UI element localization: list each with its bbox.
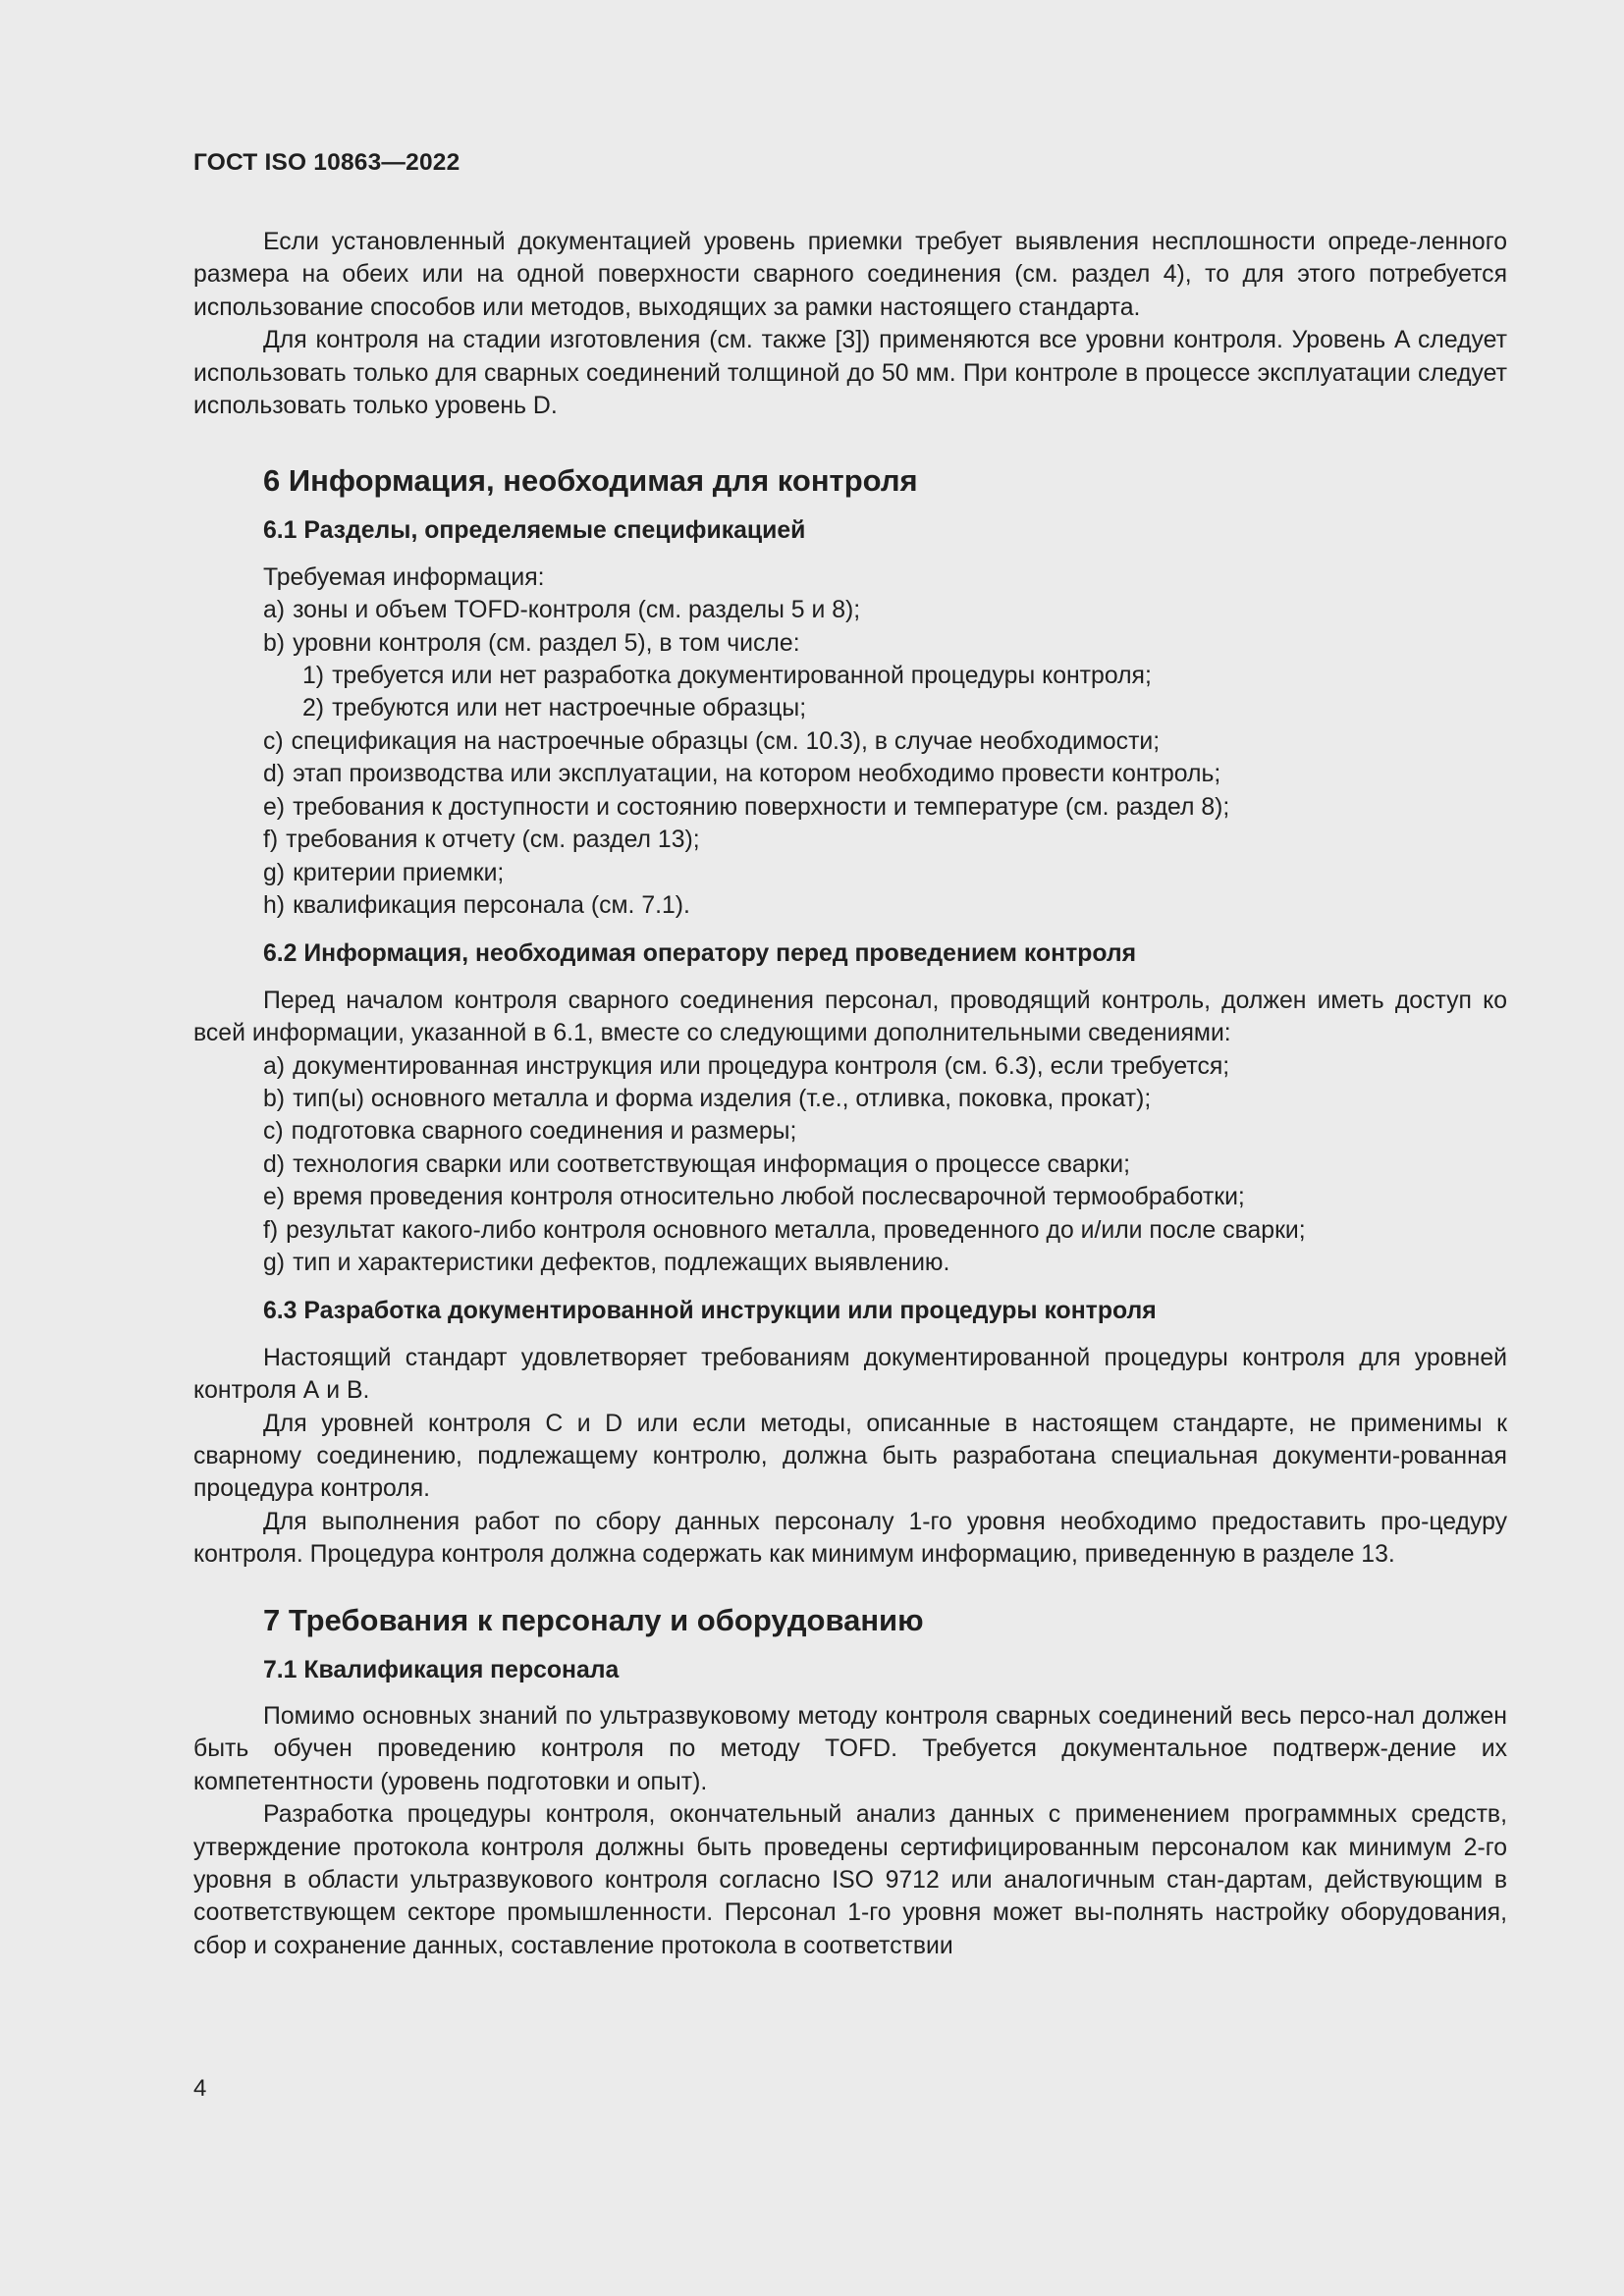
paragraph: Разработка процедуры контроля, окончательный анализ данных с применением программных средств, утверждение протокола контроля должны быть проведены сертифицированным персоналом как минимум 2-го уровня в области ультразвукового контроля согласно ISO 9712 или аналогичным стан-дартам, действующим в соответствующем секторе промышленности. Персонал 1-го уровня может вы-полнять настройку оборудования, сбор и сохранение данных, составление протокола в соответствии	[193, 1801, 1507, 1959]
list-item	[263, 791, 1507, 824]
document-header: ГОСТ ISO 10863—2022	[193, 149, 460, 176]
section-6-3-heading: 6.3 Разработка документированной инструкции или процедуры контроля	[263, 1298, 1157, 1325]
sublist	[263, 660, 1507, 725]
list-marker: g)	[263, 859, 286, 886]
list-item	[263, 889, 1507, 922]
paragraph: Для контроля на стадии изготовления (см. также [3]) применяются все уровни контроля. Уровень A следует использовать только для сварных соединений толщиной до 50 мм. При контроле в процессе эксплуатации следует использовать только уровень D.	[193, 327, 1507, 420]
paragraph: Перед началом контроля сварного соединения персонал, проводящий контроль, должен иметь доступ ко всей информации, указанной в 6.1, вместе со следующими дополнительными сведениями:	[193, 987, 1507, 1047]
paragraph: Для выполнения работ по сбору данных персоналу 1-го уровня необходимо предоставить про-цедуру контроля. Процедура контроля должна содержать как минимум информацию, приведенную в разделе 13.	[193, 1508, 1507, 1569]
list-marker: b)	[263, 629, 286, 657]
list-marker: d)	[263, 761, 286, 788]
paragraph: Если установленный документацией уровень приемки требует выявления несплошности опреде-ленного размера на обеих или на одной поверхности сварного соединения (см. раздел 4), то для этого потребуется использование способов или методов, выходящих за рамки настоящего стандарта.	[193, 229, 1507, 321]
list-item-text: тип и характеристики дефектов, подлежащих выявлению.	[293, 1249, 950, 1276]
list-item	[263, 1115, 1507, 1148]
list-marker: c)	[263, 727, 284, 755]
list-item-text: время проведения контроля относительно любой послесварочной термообработки;	[293, 1184, 1245, 1211]
list-item	[263, 594, 1507, 626]
list-item-text: требования к доступности и состоянию поверхности и температуре (см. раздел 8);	[293, 793, 1230, 821]
list-item-text: требования к отчету (см. раздел 13);	[286, 827, 700, 854]
list-marker: g)	[263, 1249, 286, 1276]
list-item-text: технология сварки или соответствующая информация о процессе сварки;	[293, 1150, 1130, 1178]
list-marker: h)	[263, 891, 286, 919]
section-7-heading: 7 Требования к персоналу и оборудованию	[263, 1602, 924, 1637]
section-6-heading: 6 Информация, необходимая для контроля	[263, 463, 918, 499]
list-marker: 1)	[302, 663, 325, 690]
section-6-1-heading: 6.1 Разделы, определяемые спецификацией	[263, 517, 806, 545]
list-item	[263, 857, 1507, 889]
list-item-text: требуется или нет разработка документированной процедуры контроля;	[332, 663, 1152, 690]
list-item	[263, 725, 1507, 758]
list-item	[263, 627, 1507, 725]
list-item-text: зоны и объем TOFD-контроля (см. разделы 5 и 8);	[293, 597, 861, 624]
list-marker: c)	[263, 1118, 284, 1146]
section-7-1-heading: 7.1 Квалификация персонала	[263, 1656, 620, 1683]
list-marker: e)	[263, 1184, 286, 1211]
list-marker: d)	[263, 1150, 286, 1178]
list-item	[263, 1247, 1507, 1279]
list-item	[263, 1181, 1507, 1213]
list-item-text: требуются или нет настроечные образцы;	[332, 695, 807, 722]
list-item-text: документированная инструкция или процедура контроля (см. 6.3), если требуется;	[293, 1052, 1230, 1080]
list-item-text: этап производства или эксплуатации, на котором необходимо провести контроль;	[293, 761, 1221, 788]
sublist-item	[302, 660, 1507, 692]
list-lead: Требуемая информация:	[263, 563, 545, 591]
section-6-2-heading: 6.2 Информация, необходимая оператору перед проведением контроля	[263, 940, 1137, 968]
list-item	[263, 1050, 1507, 1083]
list-item-text: спецификация на настроечные образцы (см. 10.3), в случае необходимости;	[291, 727, 1161, 755]
paragraph: Настоящий стандарт удовлетворяет требованиям документированной процедуры контроля для уровней контроля А и В.	[193, 1344, 1507, 1405]
list-item	[263, 758, 1507, 790]
paragraph: Помимо основных знаний по ультразвуковому методу контроля сварных соединений весь персо-нал должен быть обучен проведению контроля по методу TOFD. Требуется документальное подтверж-дение их компетентности (уровень подготовки и опыт).	[193, 1703, 1507, 1795]
list-marker: 2)	[302, 695, 325, 722]
list-marker: a)	[263, 597, 286, 624]
list-item-text: квалификация персонала (см. 7.1).	[293, 891, 690, 919]
requirements-list	[193, 594, 1507, 922]
operator-info-list	[193, 1050, 1507, 1280]
list-marker: e)	[263, 793, 286, 821]
list-marker: a)	[263, 1052, 286, 1080]
list-item	[263, 824, 1507, 856]
list-marker: b)	[263, 1085, 286, 1112]
list-item	[263, 1214, 1507, 1247]
list-item-text: тип(ы) основного металла и форма изделия (т.е., отливка, поковка, прокат);	[293, 1085, 1152, 1112]
list-item	[263, 1083, 1507, 1115]
list-marker: f)	[263, 1216, 279, 1244]
paragraph: Для уровней контроля С и D или если методы, описанные в настоящем стандарте, не применимы к сварному соединению, подлежащему контролю, должна быть разработана специальная документи-рованная процедура контроля.	[193, 1410, 1507, 1503]
document-body	[193, 226, 1507, 1962]
page-number: 4	[193, 2075, 207, 2102]
list-item-text: уровни контроля (см. раздел 5), в том числе:	[293, 629, 800, 657]
list-marker: f)	[263, 827, 279, 854]
list-item-text: подготовка сварного соединения и размеры;	[291, 1118, 797, 1146]
sublist-item	[302, 692, 1507, 724]
list-item-text: критерии приемки;	[293, 859, 505, 886]
list-item-text: результат какого-либо контроля основного металла, проведенного до и/или после сварки;	[286, 1216, 1306, 1244]
list-item	[263, 1148, 1507, 1181]
